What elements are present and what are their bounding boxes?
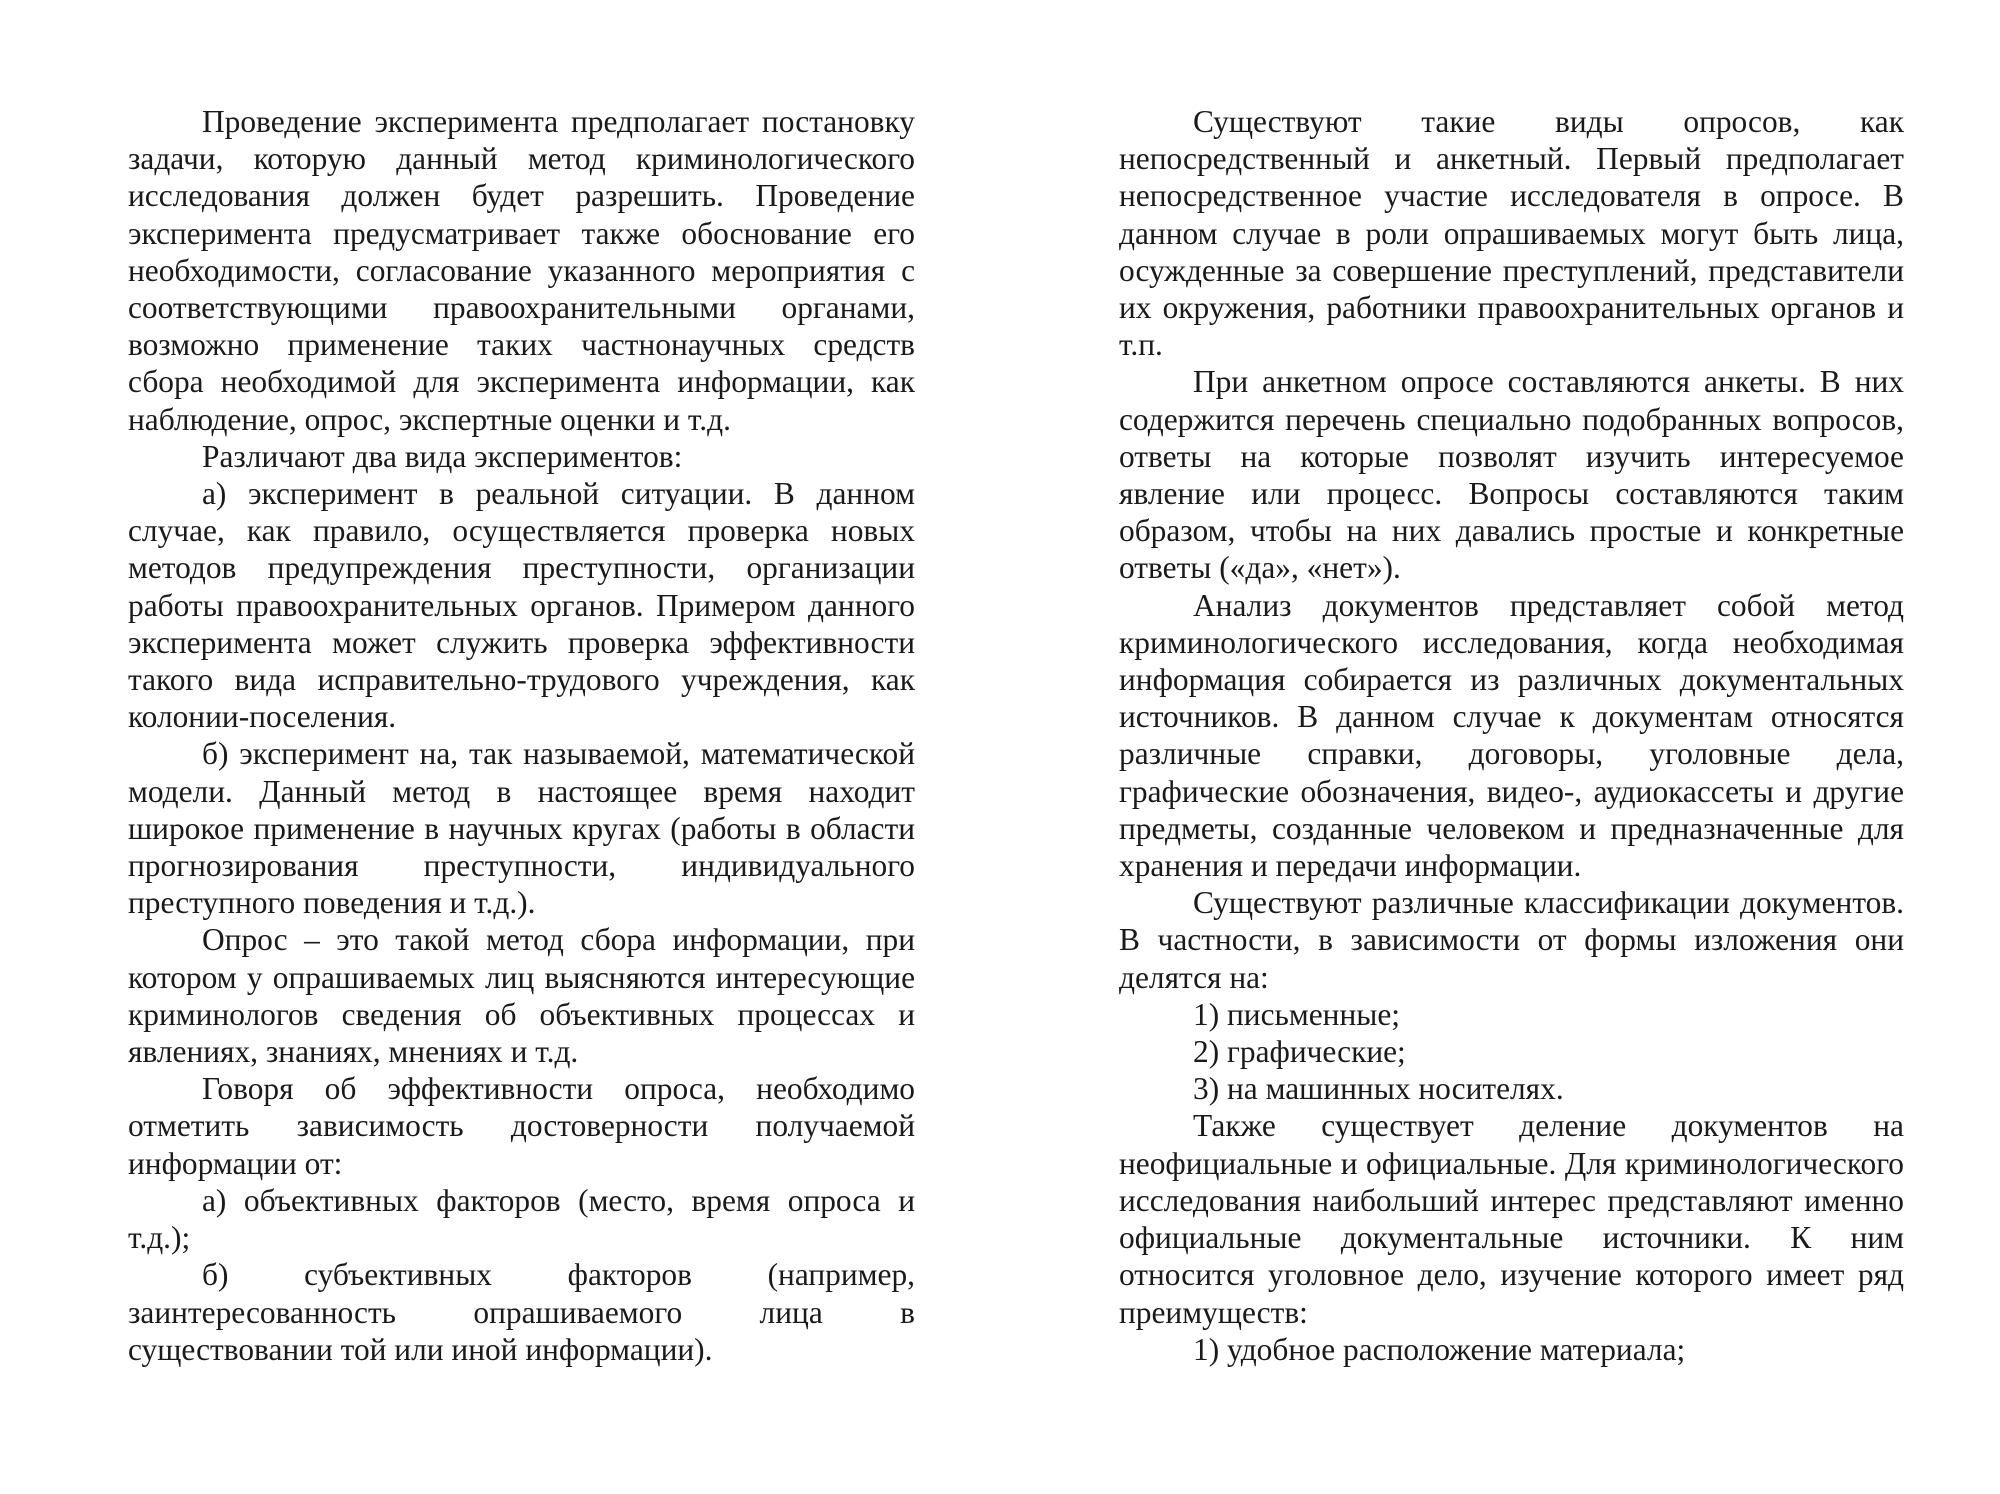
list-item: б) эксперимент на, так называемой, математической модели. Данный метод в настоящее время находит широкое применение в научных кругах (работы в области прогнозирования преступности, индивидуального преступного поведения и т.д.). [128,736,915,921]
list-item: 2) графические; [1193,1034,1406,1070]
paragraph: Анализ документов представляет собой метод криминологического исследования, когда необходимая информация собирается из различных документальных источников. В данном случае к документам относятся различные справки, договоры, уголовные дела, графические обозначения, видео-, аудиокассеты и другие предметы, созданные человеком и предназначенные для хранения и передачи информации. [1119,587,1904,884]
paragraph: Также существует деление документов на неофициальные и официальные. Для криминологического исследования наибольший интерес представляют именно официальные документальные источники. К ним относится уголовное дело, изучение которого имеет ряд преимуществ: [1119,1108,1904,1330]
paragraph: Проведение эксперимента предполагает постановку задачи, которую данный метод криминологического исследования должен будет разрешить. Проведение эксперимента предусматривает также обоснование его необходимости, согласование указанного мероприятия с соответствующими правоохранительными органами, возможно применение таких частнонаучных средств сбора необходимой для эксперимента информации, как наблюдение, опрос, экспертные оценки и т.д. [128,104,915,437]
paragraph: Существуют такие виды опросов, как непосредственный и анкетный. Первый предполагает непосредственное участие исследователя в опросе. В данном случае в роли опрашиваемых могут быть лица, осужденные за совершение преступлений, представители их окружения, работники правоохранительных органов и т.п. [1119,104,1904,363]
paragraph: Существуют различные классификации документов. В частности, в зависимости от формы изложения они делятся на: [1119,885,1904,995]
list-item: а) эксперимент в реальной ситуации. В данном случае, как правило, осуществляется проверка новых методов предупреждения преступности, организации работы правоохранительных органов. Примером данного эксперимента может служить проверка эффективности такого вида исправительно-трудового учреждения, как колонии-поселения. [128,476,915,735]
list-item: а) объективных факторов (место, время опроса и т.д.); [128,1182,915,1256]
paragraph: Говоря об эффективности опроса, необходимо отметить зависимость достоверности получаемой информации от: [128,1071,915,1181]
list-item: 1) письменные; [1193,996,1400,1032]
list-item: б) субъективных факторов (например, заинтересованность опрашиваемого лица в существовании той или иной информации). [128,1257,915,1367]
right-page [1119,103,1904,1368]
paragraph: Опрос – это такой метод сбора информации, при котором у опрашиваемых лиц выясняются интересующие криминологов сведения об объективных процессах и явлениях, знаниях, мнениях и т.д. [128,922,915,1070]
list-item: 3) на машинных носителях. [1193,1071,1564,1107]
left-page [128,103,915,1368]
paragraph: Различают два вида экспериментов: [202,438,683,474]
paragraph: При анкетном опросе составляются анкеты. В них содержится перечень специально подобранных вопросов, ответы на которые позволят изучить интересуемое явление или процесс. Вопросы составляются таким образом, чтобы на них давались простые и конкретные ответы («да», «нет»). [1119,364,1904,586]
list-item: 1) удобное расположение материала; [1193,1331,1686,1367]
